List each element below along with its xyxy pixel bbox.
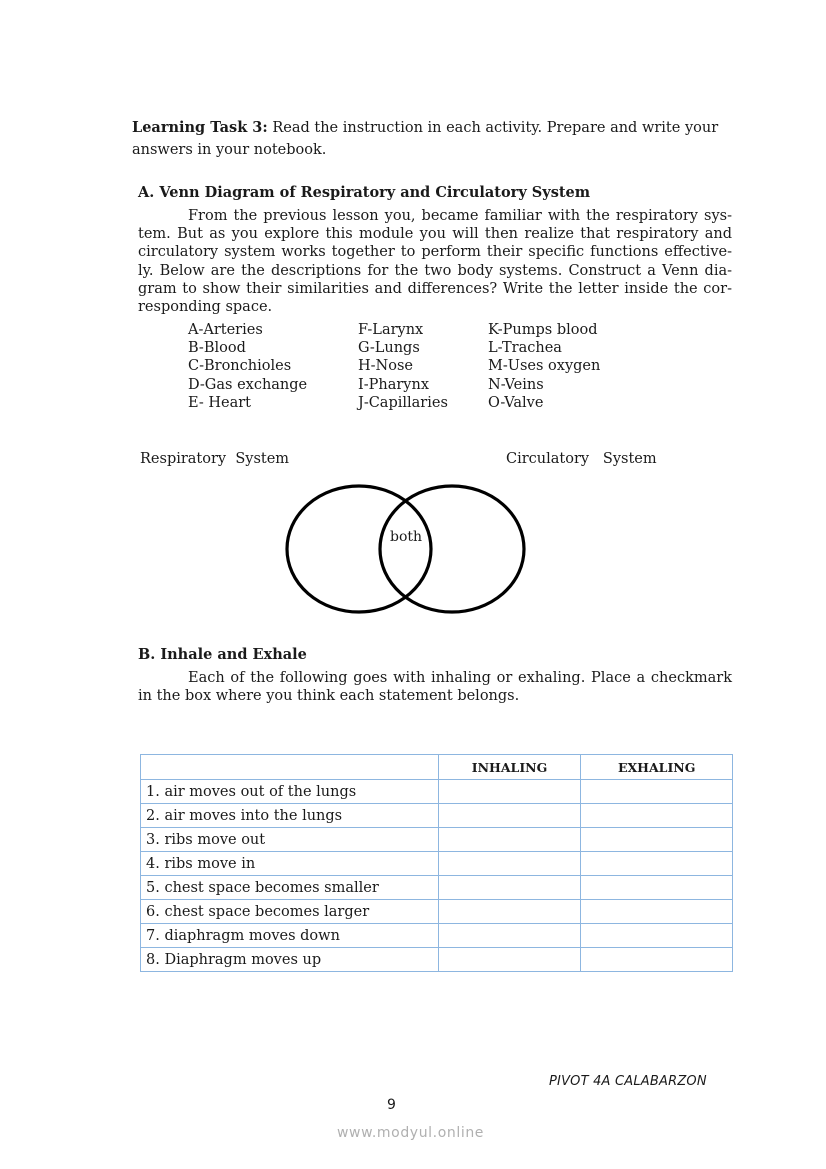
statement-cell: 3. ribs move out: [141, 828, 439, 852]
statement-cell: 8. Diaphragm moves up: [141, 948, 439, 972]
exhaling-checkbox-cell[interactable]: [581, 948, 733, 972]
key-item: N-Veins: [488, 376, 544, 393]
section-a-heading: A. Venn Diagram of Respiratory and Circulatory System: [138, 184, 591, 201]
table-row: [141, 828, 733, 852]
inhaling-checkbox-cell[interactable]: [438, 924, 581, 948]
inhaling-checkbox-cell[interactable]: [438, 780, 581, 804]
venn-right-label: Circulatory System: [506, 451, 657, 467]
table-row: [141, 804, 733, 828]
footer-brand: PIVOT 4A CALABARZON: [549, 1074, 707, 1089]
table-header-row: [141, 755, 733, 780]
statement-cell: 2. air moves into the lungs: [141, 804, 439, 828]
key-item: L-Trachea: [488, 340, 562, 357]
statement-cell: 6. chest space becomes larger: [141, 900, 439, 924]
table-row: [141, 900, 733, 924]
key-item: J-Capillaries: [358, 394, 448, 411]
learning-task-intro: [132, 117, 732, 161]
key-item: C-Bronchioles: [188, 358, 292, 375]
inhaling-checkbox-cell[interactable]: [438, 852, 581, 876]
learning-task-text: Read the instruction in each activity. Prepare and write your answers in your notebook.: [132, 120, 719, 158]
learning-task-label: Learning Task 3:: [132, 119, 268, 136]
inhaling-checkbox-cell[interactable]: [438, 876, 581, 900]
exhaling-checkbox-cell[interactable]: [581, 780, 733, 804]
exhaling-checkbox-cell[interactable]: [581, 828, 733, 852]
inhaling-checkbox-cell[interactable]: [438, 828, 581, 852]
statement-cell: 7. diaphragm moves down: [141, 924, 439, 948]
key-item: A-Arteries: [188, 322, 263, 338]
key-item: I-Pharynx: [358, 376, 430, 393]
section-b-paragraph: Each of the following goes with inhaling or exhaling. Place a checkmark in the box where you think each statement belongs.: [138, 670, 732, 705]
section-a-paragraph: From the previous lesson you, became familiar with the respiratory sys-tem. But as you explore this module you will then realize that respiratory and circulatory system works together to perform their specific functions effective-ly. Below are the descriptions for the two body systems. Construct a Venn dia-gram to show their similarities and differences? Write the letter inside the cor-responding space.: [138, 208, 732, 316]
statement-cell: 4. ribs move in: [141, 852, 439, 876]
key-item: F-Larynx: [358, 322, 424, 338]
table-row: [141, 948, 733, 972]
table-row: [141, 924, 733, 948]
key-item: M-Uses oxygen: [488, 358, 601, 375]
venn-left-circle: [287, 486, 431, 612]
key-column-1: [188, 321, 307, 412]
key-column-3: [488, 321, 600, 412]
exhaling-checkbox-cell[interactable]: [581, 852, 733, 876]
exhaling-checkbox-cell[interactable]: [581, 900, 733, 924]
key-item: O-Valve: [488, 394, 544, 411]
key-item: E- Heart: [188, 394, 251, 411]
header-exhaling: EXHALING: [581, 755, 733, 780]
exhaling-checkbox-cell[interactable]: [581, 924, 733, 948]
header-statement: [141, 755, 439, 780]
key-column-2: [358, 321, 448, 412]
venn-diagram: [280, 478, 532, 620]
exhaling-checkbox-cell[interactable]: [581, 804, 733, 828]
key-item: D-Gas exchange: [188, 376, 308, 393]
statement-cell: 5. chest space becomes smaller: [141, 876, 439, 900]
table-row: [141, 780, 733, 804]
section-b-heading: B. Inhale and Exhale: [138, 646, 307, 663]
exhaling-checkbox-cell[interactable]: [581, 876, 733, 900]
key-item: K-Pumps blood: [488, 322, 598, 338]
venn-left-label: Respiratory System: [140, 451, 290, 467]
header-inhaling: INHALING: [438, 755, 581, 780]
table-row: [141, 876, 733, 900]
watermark-link[interactable]: www.modyul.online: [337, 1125, 485, 1141]
key-item: B-Blood: [188, 340, 246, 357]
inhaling-checkbox-cell[interactable]: [438, 900, 581, 924]
statement-cell: 1. air moves out of the lungs: [141, 780, 439, 804]
table-row: [141, 852, 733, 876]
key-item: G-Lungs: [358, 340, 420, 357]
inhaling-checkbox-cell[interactable]: [438, 948, 581, 972]
venn-overlap-label: both: [390, 529, 423, 545]
venn-right-circle: [380, 486, 524, 612]
key-item: H-Nose: [358, 358, 413, 375]
inhale-exhale-table: [140, 754, 733, 972]
page-number: 9: [387, 1097, 396, 1113]
inhaling-checkbox-cell[interactable]: [438, 804, 581, 828]
